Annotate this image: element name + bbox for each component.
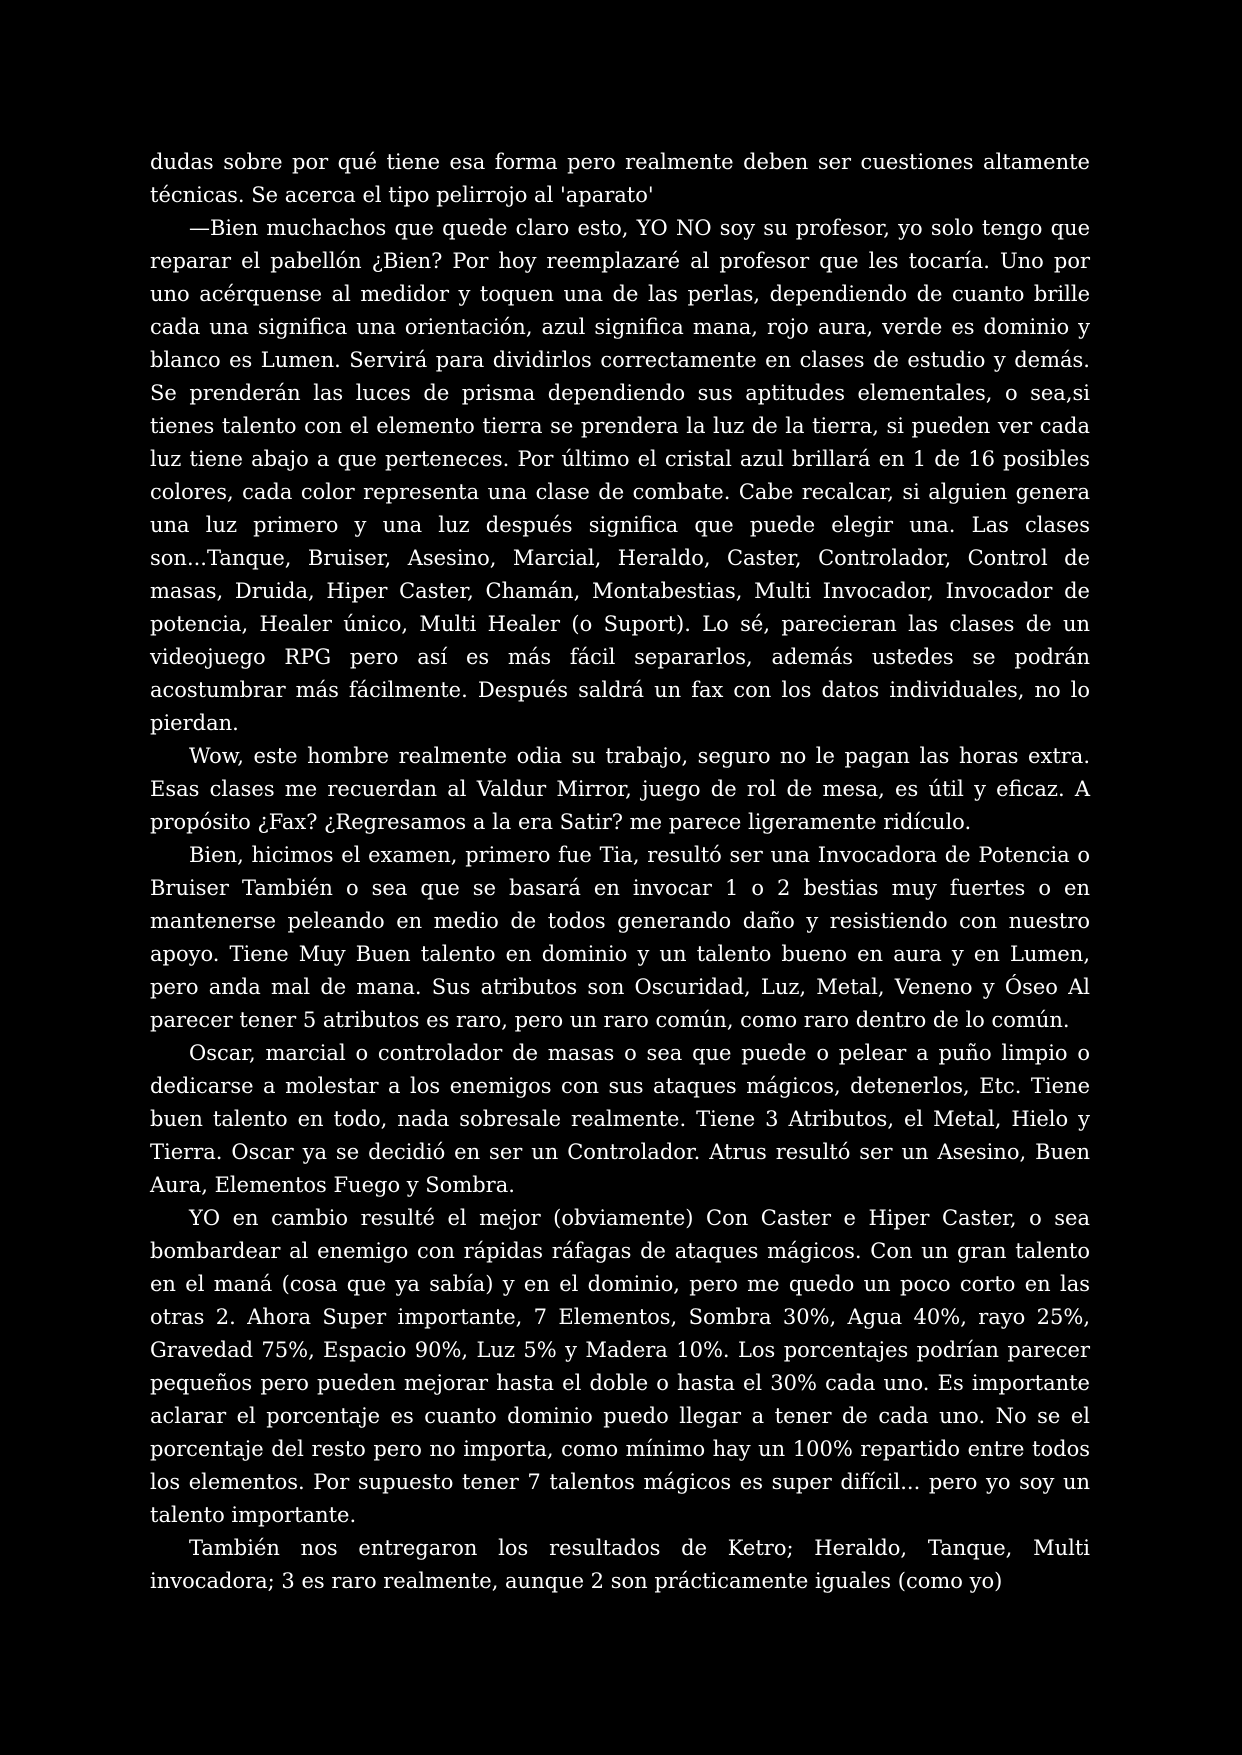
paragraph-oscar-atrus-results: Oscar, marcial o controlador de masas o sea que puede o pelear a puño limpio o dedicarse a molestar a los enemigos con sus ataques mágicos, detenerlos, Etc. Tiene buen talento en todo, nada sobresale realmente. Tiene 3 Atributos, el Metal, Hielo y Tierra. Oscar ya se decidió en ser un Controlador. Atrus resultó ser un Asesino, Buen Aura, Elementos Fuego y Sombra. — [150, 1041, 1090, 1197]
paragraph-tia-results: Bien, hicimos el examen, primero fue Tia, resultó ser una Invocadora de Potencia o Bruiser También o sea que se basará en invocar 1 o 2 bestias muy fuertes o en mantenerse peleando en medio de todos generando daño y resistiendo con nuestro apoyo. Tiene Muy Buen talento en dominio y un talento bueno en aura y en Lumen, pero anda mal de mana. Sus atributos son Oscuridad, Luz, Metal, Veneno y Óseo Al parecer tener 5 atributos es raro, pero un raro común, como raro dentro de lo común. — [150, 843, 1090, 1032]
paragraph-dialogue-instructions: —Bien muchachos que quede claro esto, YO NO soy su profesor, yo solo tengo que reparar el pabellón ¿Bien? Por hoy reemplazaré al profesor que les tocaría. Uno por uno acérquense al medidor y toquen una de las perlas, dependiendo de cuanto brille cada una significa una orientación, azul significa mana, rojo aura, verde es dominio y blanco es Lumen. Servirá para dividirlos correctamente en clases de estudio y demás. Se prenderán las luces de prisma dependiendo sus aptitudes elementales, o sea,si tienes talento con el elemento tierra se prendera la luz de la tierra, si pueden ver cada luz tiene abajo a que perteneces. Por último el cristal azul brillará en 1 de 16 posibles colores, cada color representa una clase de combate. Cabe recalcar, si alguien genera una luz primero y una luz después significa que puede elegir una. Las clases son...Tanque, Bruiser, Asesino, Marcial, Heraldo, Caster, Controlador, Control de masas, Druida, Hiper Caster, Chamán, Montabestias, Multi Invocador, Invocador de potencia, Healer único, Multi Healer (o Suport). Lo sé, parecieran las clases de un videojuego RPG pero así es más fácil separarlos, además ustedes se podrán acostumbrar más fácilmente. Después saldrá un fax con los datos individuales, no lo pierdan. — [150, 216, 1090, 735]
paragraph-reaction: Wow, este hombre realmente odia su trabajo, seguro no le pagan las horas extra. Esas clases me recuerdan al Valdur Mirror, juego de rol de mesa, es útil y eficaz. A propósito ¿Fax? ¿Regresamos a la era Satir? me parece ligeramente ridículo. — [150, 744, 1090, 834]
paragraph-continuation: dudas sobre por qué tiene esa forma pero realmente deben ser cuestiones altamente técnicas. Se acerca el tipo pelirrojo al 'aparato' — [150, 150, 1090, 207]
document-page — [150, 146, 1090, 1598]
paragraph-ketro-results: También nos entregaron los resultados de Ketro; Heraldo, Tanque, Multi invocadora; 3 es raro realmente, aunque 2 son prácticamente iguales (como yo) — [150, 1536, 1090, 1593]
paragraph-narrator-results: YO en cambio resulté el mejor (obviamente) Con Caster e Hiper Caster, o sea bombardear al enemigo con rápidas ráfagas de ataques mágicos. Con un gran talento en el maná (cosa que ya sabía) y en el dominio, pero me quedo un poco corto en las otras 2. Ahora Super importante, 7 Elementos, Sombra 30%, Agua 40%, rayo 25%, Gravedad 75%, Espacio 90%, Luz 5% y Madera 10%. Los porcentajes podrían parecer pequeños pero pueden mejorar hasta el doble o hasta el 30% cada uno. Es importante aclarar el porcentaje es cuanto dominio puedo llegar a tener de cada uno. No se el porcentaje del resto pero no importa, como mínimo hay un 100% repartido entre todos los elementos. Por supuesto tener 7 talentos mágicos es super difícil... pero yo soy un talento importante. — [150, 1206, 1090, 1527]
